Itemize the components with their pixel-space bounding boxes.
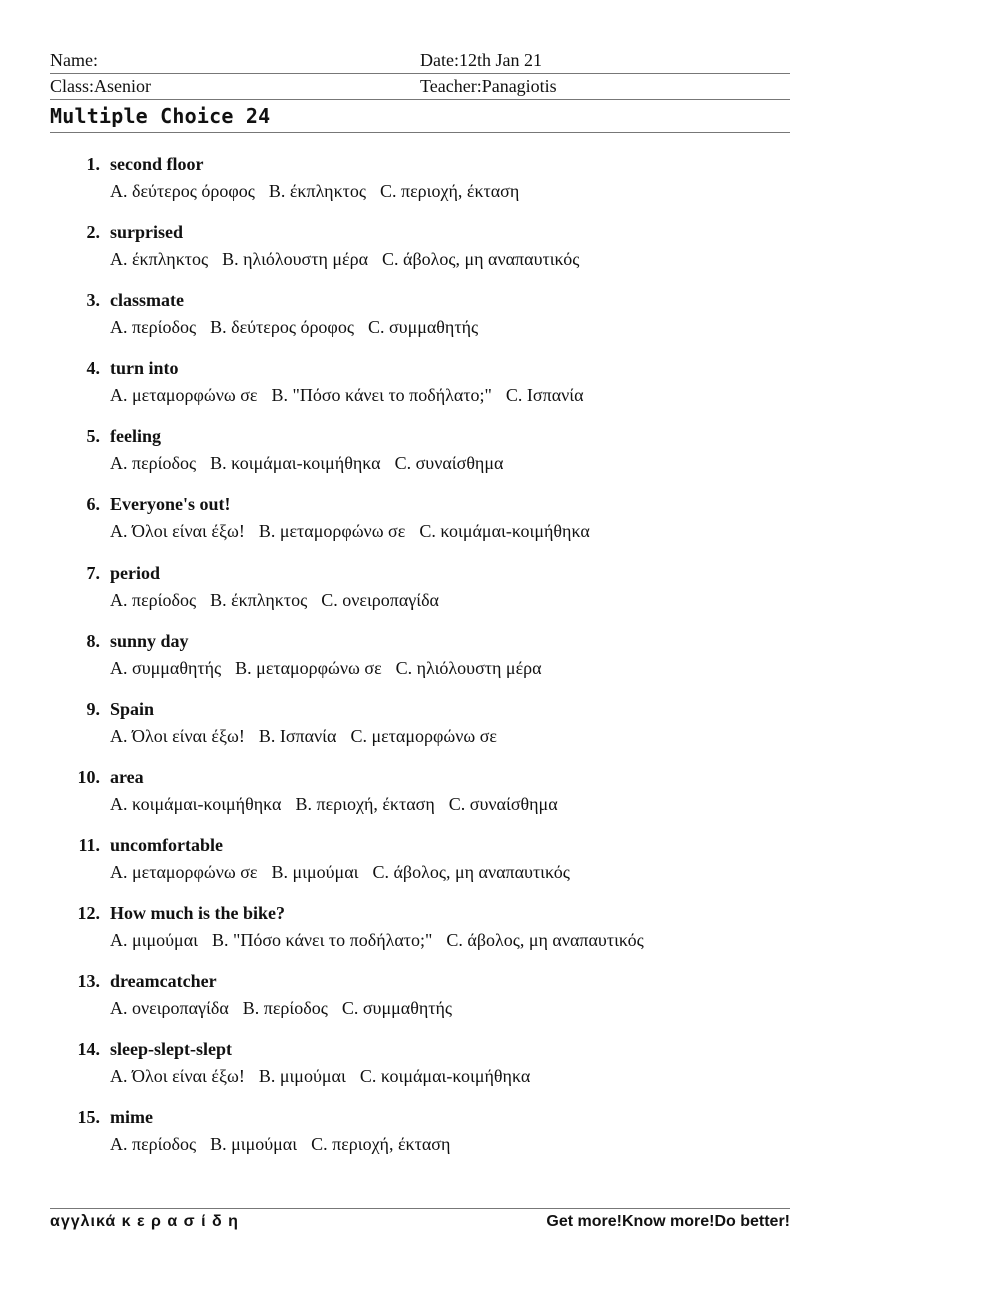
answer-option[interactable]: B. έκπληκτος — [268, 181, 366, 201]
question-term: surprised — [110, 222, 184, 243]
answer-option[interactable]: C. ηλιόλουστη μέρα — [395, 657, 542, 678]
answer-option[interactable]: B. δεύτερος όροφος — [210, 317, 354, 338]
question-term: sunny day — [110, 630, 189, 651]
answer-option[interactable]: B. "Πόσο κάνει το ποδήλατο;" — [211, 930, 433, 951]
question-number: 8. — [86, 630, 100, 651]
answer-option[interactable]: C. κοιμάμαι-κοιμήθηκα — [419, 521, 590, 542]
answer-options — [110, 726, 511, 747]
question-number: 9. — [86, 698, 100, 719]
answer-options — [110, 453, 517, 474]
answer-option[interactable]: C. άβολος, μη αναπαυτικός — [446, 930, 644, 951]
question-term: mime — [110, 1107, 153, 1128]
answer-option[interactable]: B. περιοχή, έκταση — [295, 793, 435, 814]
answer-options — [110, 181, 533, 202]
question-term: period — [110, 562, 161, 583]
question-term: feeling — [110, 426, 161, 447]
answer-option[interactable]: C. μεταμορφώνω σε — [350, 725, 497, 746]
answer-option[interactable]: B. μιμούμαι — [210, 1134, 298, 1155]
teacher-label: Teacher:Panagiotis — [420, 76, 557, 96]
answer-option[interactable]: A. περίοδος — [110, 317, 197, 338]
answer-option[interactable]: B. μιμούμαι — [271, 861, 359, 882]
question-term: turn into — [110, 358, 179, 379]
answer-options — [110, 249, 593, 270]
question-list — [0, 154, 1000, 1175]
answer-option[interactable]: A. έκπληκτος — [110, 249, 209, 270]
question-number: 7. — [86, 562, 100, 583]
question-item — [0, 358, 1000, 426]
answer-options — [110, 521, 604, 542]
question-item — [0, 767, 1000, 835]
answer-option[interactable]: C. άβολος, μη αναπαυτικός — [382, 249, 580, 270]
answer-option[interactable]: C. συμμαθητής — [341, 998, 453, 1019]
question-number: 15. — [77, 1107, 100, 1128]
question-term: Everyone's out! — [110, 494, 231, 515]
answer-option[interactable]: B. περίοδος — [242, 998, 328, 1019]
question-item — [0, 631, 1000, 699]
answer-options — [110, 1134, 464, 1155]
answer-option[interactable]: B. μεταμορφώνω σε — [258, 521, 406, 542]
question-term: area — [110, 766, 144, 787]
question-number: 1. — [86, 154, 100, 174]
question-term: second floor — [110, 154, 204, 174]
question-term: Spain — [110, 698, 155, 719]
answer-option[interactable]: B. κοιμάμαι-κοιμήθηκα — [210, 453, 381, 474]
answer-option[interactable]: A. Όλοι είναι έξω! — [110, 725, 245, 746]
answer-option[interactable]: A. μεταμορφώνω σε — [110, 385, 258, 406]
answer-option[interactable]: A. περίοδος — [110, 1134, 197, 1155]
date-label: Date:12th Jan 21 — [420, 50, 542, 70]
header-divider-2 — [50, 99, 790, 100]
question-item — [0, 494, 1000, 562]
question-term: uncomfortable — [110, 834, 223, 855]
question-term: How much is the bike? — [110, 903, 286, 924]
answer-options — [110, 658, 556, 679]
answer-option[interactable]: B. έκπληκτος — [210, 589, 308, 610]
question-item — [0, 903, 1000, 971]
question-term: classmate — [110, 290, 184, 311]
question-number: 13. — [77, 971, 100, 992]
question-item — [0, 563, 1000, 631]
answer-option[interactable]: A. δεύτερος όροφος — [110, 181, 255, 201]
class-label: Class:Asenior — [50, 76, 151, 96]
answer-options — [110, 385, 598, 406]
name-label: Name: — [50, 50, 98, 70]
answer-option[interactable]: B. "Πόσο κάνει το ποδήλατο;" — [271, 385, 492, 406]
question-item — [0, 835, 1000, 903]
answer-option[interactable]: A. ονειροπαγίδα — [110, 998, 229, 1019]
answer-option[interactable]: C. κοιμάμαι-κοιμήθηκα — [359, 1066, 531, 1087]
answer-options — [110, 1066, 544, 1087]
question-number: 10. — [77, 766, 100, 787]
question-item — [0, 222, 1000, 290]
answer-option[interactable]: B. μιμούμαι — [258, 1066, 346, 1087]
answer-option[interactable]: B. ηλιόλουστη μέρα — [222, 249, 369, 270]
answer-option[interactable]: A. κοιμάμαι-κοιμήθηκα — [110, 793, 282, 814]
question-item — [0, 1107, 1000, 1175]
footer-brand: αγγλικά κ ε ρ α σ ί δ η — [50, 1213, 239, 1230]
title-divider — [50, 132, 790, 133]
question-item — [0, 971, 1000, 1039]
footer — [50, 1213, 790, 1235]
question-item — [0, 290, 1000, 358]
footer-slogan: Get more!Know more!Do better! — [546, 1213, 790, 1230]
footer-divider — [50, 1208, 790, 1209]
answer-option[interactable]: B. Ισπανία — [258, 725, 337, 746]
answer-option[interactable]: A. συμμαθητής — [110, 657, 222, 678]
answer-option[interactable]: B. μεταμορφώνω σε — [235, 657, 382, 678]
question-number: 6. — [86, 494, 100, 515]
answer-option[interactable]: C. συναίσθημα — [448, 793, 558, 814]
question-term: dreamcatcher — [110, 971, 217, 992]
question-number: 14. — [77, 1039, 100, 1060]
answer-option[interactable]: C. ονειροπαγίδα — [321, 589, 439, 610]
page-title: Multiple Choice 24 — [50, 104, 271, 128]
question-number: 11. — [78, 834, 100, 855]
answer-option[interactable]: C. συμμαθητής — [367, 317, 479, 338]
answer-options — [110, 930, 658, 951]
answer-option[interactable]: C. άβολος, μη αναπαυτικός — [372, 861, 570, 882]
answer-option[interactable]: A. περίοδος — [110, 453, 197, 474]
question-number: 2. — [86, 222, 100, 243]
answer-options — [110, 317, 492, 338]
question-item — [0, 154, 1000, 222]
answer-options — [110, 862, 584, 883]
answer-option[interactable]: A. μιμούμαι — [110, 930, 198, 951]
question-item — [0, 426, 1000, 494]
answer-option[interactable]: C. περιοχή, έκταση — [311, 1134, 451, 1155]
header-divider-1 — [50, 73, 790, 74]
answer-options — [110, 590, 453, 611]
answer-options — [110, 794, 572, 815]
question-term: sleep-slept-slept — [110, 1039, 232, 1060]
question-number: 12. — [77, 903, 100, 924]
answer-option[interactable]: A. Όλοι είναι έξω! — [110, 521, 245, 542]
answer-option[interactable]: C. Ισπανία — [505, 385, 584, 406]
question-item — [0, 1039, 1000, 1107]
question-item — [0, 699, 1000, 767]
question-number: 5. — [86, 426, 100, 447]
answer-option[interactable]: A. μεταμορφώνω σε — [110, 861, 258, 882]
question-number: 4. — [86, 358, 100, 379]
answer-option[interactable]: C. συναίσθημα — [394, 453, 504, 474]
question-number: 3. — [86, 290, 100, 311]
answer-option[interactable]: A. Όλοι είναι έξω! — [110, 1066, 245, 1087]
answer-option[interactable]: A. περίοδος — [110, 589, 197, 610]
answer-options — [110, 998, 466, 1019]
answer-option[interactable]: C. περιοχή, έκταση — [380, 181, 520, 201]
